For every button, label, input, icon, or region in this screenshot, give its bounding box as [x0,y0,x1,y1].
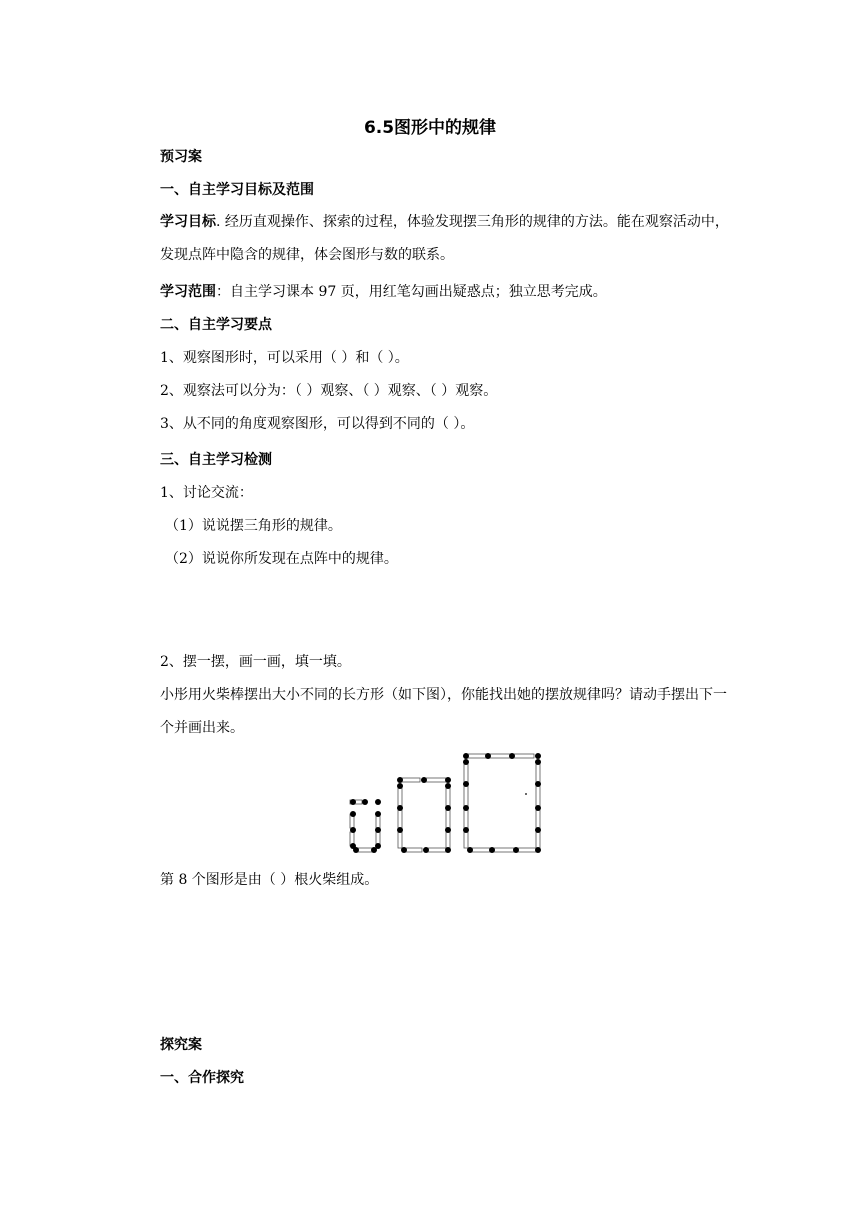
learning-goal-text: . 经历直观操作、探索的过程，体验发现摆三角形的规律的方法。能在观察活动中，发现点阵中隐含的规律，体会图形与数的联系。 [160,214,729,263]
question-2: 2、摆一摆，画一画，填一填。 [160,654,351,670]
question-2-text: 小彤用火柴棒摆出大小不同的长方形（如下图），你能找出她的摆放规律吗？请动手摆出下一个并画出来。 [160,687,727,736]
learning-goal-paragraph [160,206,736,272]
explore-section1-heading: 一、合作探究 [160,1070,244,1086]
key-point-item: 1、观察图形时，可以采用（ ）和（ ）。 [160,350,409,366]
question-2-blank: 第 8 个图形是由（ ）根火柴组成。 [160,872,379,888]
section1-heading: 一、自主学习目标及范围 [160,182,314,198]
learning-goal-label: 学习目标 [160,214,216,230]
page-title: 6.5图形中的规律 [363,118,497,138]
section3-heading: 三、自主学习检测 [160,452,272,468]
question-1-sub-item: （2）说说你所发现在点阵中的规律。 [165,551,398,567]
explore-heading: 探究案 [160,1037,202,1053]
question-1-sub-item: （1）说说摆三角形的规律。 [165,518,342,534]
section2-heading: 二、自主学习要点 [160,317,272,333]
learning-scope-text: ：自主学习课本 97 页，用红笔勾画出疑惑点；独立思考完成。 [216,284,607,300]
learning-scope-paragraph [160,282,607,302]
key-point-item: 3、从不同的角度观察图形，可以得到不同的（ ）。 [160,416,475,432]
matchstick-rectangles-figure [344,750,544,854]
key-point-item: 2、观察法可以分为：（ ）观察、（ ）观察、（ ）观察。 [160,383,498,399]
question-1: 1、讨论交流： [160,485,253,501]
learning-scope-label: 学习范围 [160,284,216,300]
preview-heading: 预习案 [160,149,202,165]
